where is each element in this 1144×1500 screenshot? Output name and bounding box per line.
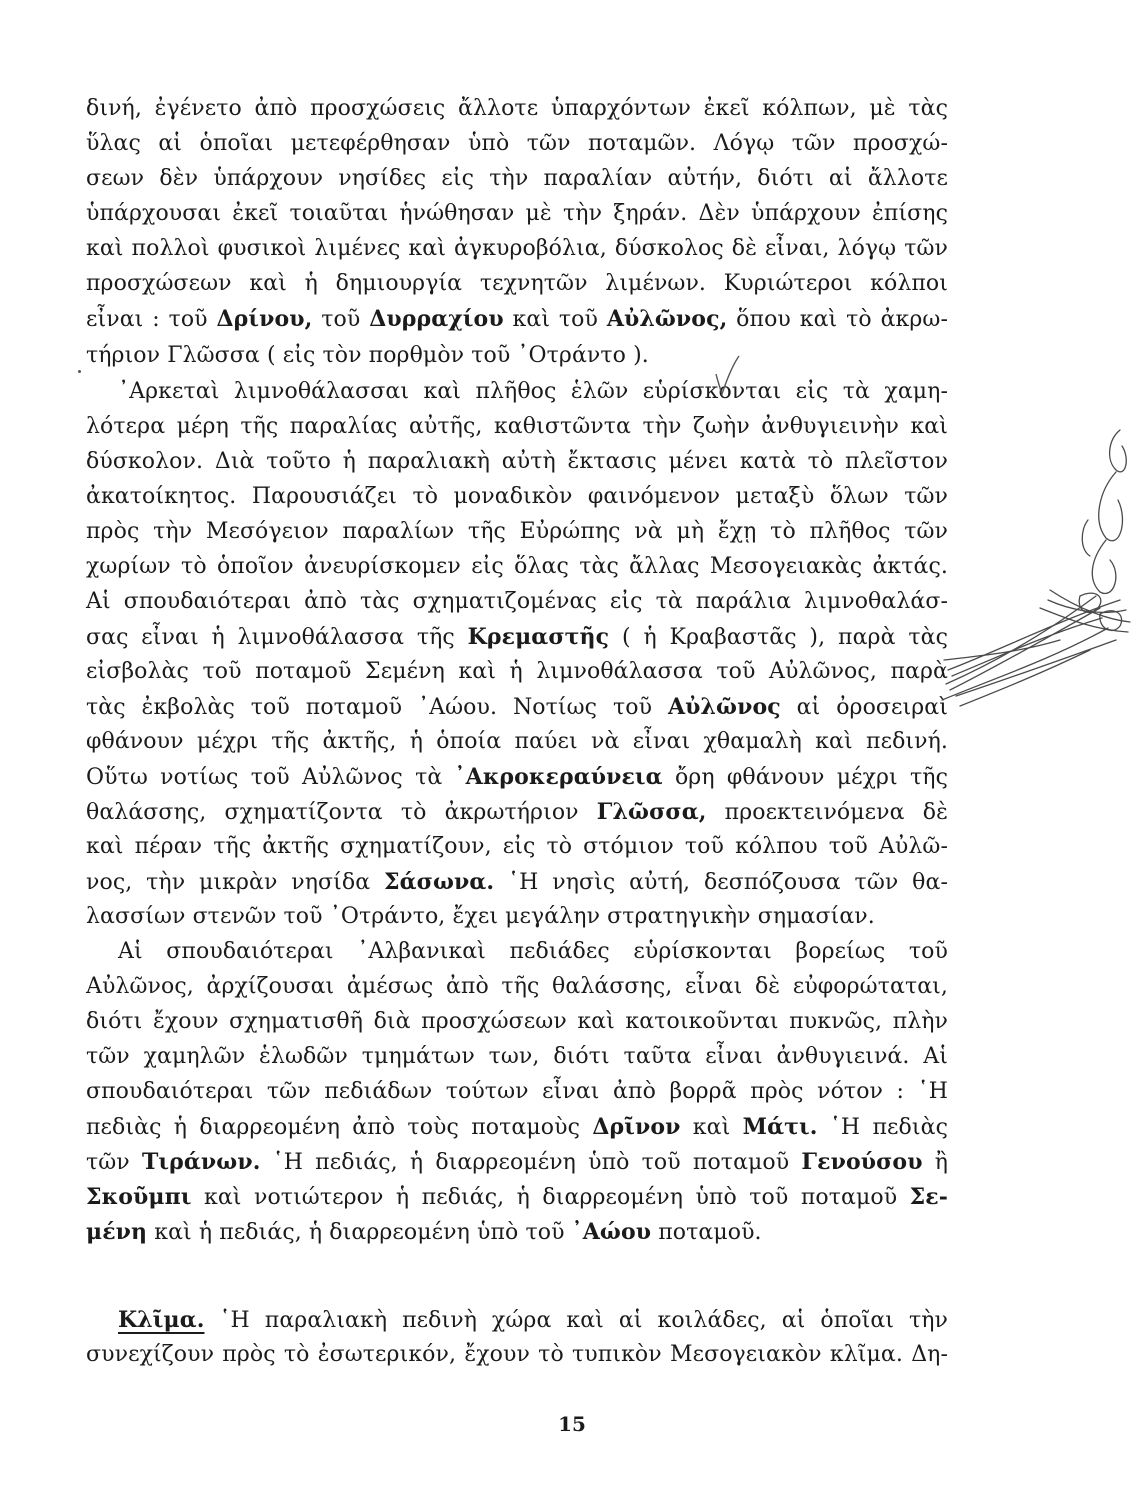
text-line: συνεχίζουν πρὸς τὸ ἐσωτερικόν, ἔχουν τὸ τυπικὸν Μεσογειακὸν κλῖμα. Δη- [86,1342,948,1367]
pencil-check-mark [712,352,742,398]
text-run: προεκτεινόμενα δὲ [706,800,948,825]
text-line: τήριον Γλῶσσα ( εἰς τὸν πορθμὸν τοῦ ᾿Οτράντο ). [86,343,649,368]
text-line: πρὸς τὴν Μεσόγειον παραλίων τῆς Εὐρώπης νὰ μὴ ἔχῃ τὸ πλῆθος τῶν [86,519,948,544]
text-run: ῾Η παραλιακὴ πεδινὴ χώρα καὶ αἱ κοιλάδες, αἱ ὁποῖαι τὴν [204,1308,948,1333]
text-line [86,1216,948,1250]
text-run: νος, τὴν μικρὰν νησίδα [86,870,384,895]
text-line [86,303,948,337]
text-run: ῾Η πεδιὰς [817,1115,949,1140]
place-name-drin-river: Δρῖνον [592,1114,681,1140]
text-line: καὶ πολλοὶ φυσικοὶ λιμένες καὶ ἀγκυροβόλια, δύσκολος δὲ εἶναι, λόγῳ τῶν [86,236,948,261]
text-line: δινή, ἐγένετο ἀπὸ προσχώσεις ἄλλοτε ὑπαρχόντων ἐκεῖ κόλπων, μὲ τὰς [86,96,948,121]
place-name-akrokeravnia: ᾿Ακροκεραύνεια [454,764,663,790]
text-line [86,621,948,655]
text-line [86,866,948,900]
place-name-sasona: Σάσωνα. [383,869,495,895]
section-heading-climate: Κλῖμα. [118,1307,205,1333]
text-line [86,761,948,795]
pencil-margin-scribble [930,360,1144,760]
place-name-glossa: Γλῶσσα, [596,799,707,825]
text-line: Αὐλῶνος, ἀρχίζουσαι ἀμέσως ἀπὸ τῆς θαλάσσης, εἶναι δὲ εὐφορώταται, [86,974,948,999]
text-run: Οὕτω νοτίως τοῦ Αὐλῶνος τὰ [86,765,455,790]
section-start-line [118,1304,948,1338]
text-run: ποταμοῦ. [651,1220,762,1245]
text-line: καὶ πέραν τῆς ἀκτῆς σχηματίζουν, εἰς τὸ στόμιον τοῦ κόλπου τοῦ Αὐλῶ- [86,834,948,859]
text-line: ὑπάρχουσαι ἐκεῖ τοιαῦται ἡνώθησαν μὲ τὴν ξηράν. Δὲν ὑπάρχουν ἐπίσης [86,201,948,226]
text-run: τῶν [86,1150,142,1175]
place-name-semeni-cont: μένη [86,1219,148,1245]
text-run: πεδιὰς ἡ διαρρεομένη ἀπὸ τοὺς ποταμοὺς [86,1115,593,1140]
text-run: τοῦ [312,307,370,332]
text-line [86,1146,948,1180]
text-run: καὶ τοῦ [503,307,607,332]
place-name-drin: Δρίνου, [216,306,313,332]
text-run: ῾Η νησὶς αὐτή, δεσπόζουσα τῶν θα- [494,870,948,895]
text-run: θαλάσσης, σχηματίζοντα τὸ ἀκρωτήριον [86,800,597,825]
text-line: λασσίων στενῶν τοῦ ᾿Οτράντο, ἔχει μεγάλην στρατηγικὴν σημασίαν. [86,904,875,929]
text-line: εἰσβολὰς τοῦ ποταμοῦ Σεμένη καὶ ἡ λιμνοθάλασσα τοῦ Αὐλῶνος, παρὰ [86,659,948,684]
text-run: ὄρη φθάνουν μέχρι τῆς [662,765,949,790]
text-line: τῶν χαμηλῶν ἑλωδῶν τμημάτων των, διότι ταῦτα εἶναι ἀνθυγιεινά. Αἱ [86,1044,948,1069]
place-name-shkumbin: Σκοῦμπι [86,1184,192,1210]
text-line: σπουδαιότεραι τῶν πεδιάδων τούτων εἶναι ἀπὸ βορρᾶ πρὸς νότον : ῾Η [86,1079,948,1104]
text-line: Αἱ σπουδαιότεραι ἀπὸ τὰς σχηματιζομένας εἰς τὰ παράλια λιμνοθαλάσ- [86,589,948,614]
text-run: εἶναι : τοῦ [86,307,217,332]
text-line: λότερα μέρη τῆς παραλίας αὐτῆς, καθιστῶντα τὴν ζωὴν ἀνθυγιεινὴν καὶ [86,414,948,439]
place-name-kremasti: Κρεμαστῆς [467,624,610,650]
place-name-vlore: Αὐλῶνος, [606,306,728,332]
text-run: αἱ ὀροσειραὶ [780,695,948,720]
place-name-genusus: Γενούσου [801,1149,923,1175]
paragraph-start-line: ᾿Αρκεταὶ λιμνοθάλασσαι καὶ πλῆθος ἑλῶν εὑρίσκονται εἰς τὰ χαμη- [118,379,948,404]
text-line: σεων δὲν ὑπάρχουν νησίδες εἰς τὴν παραλίαν αὐτήν, διότι αἱ ἄλλοτε [86,166,948,191]
text-line: προσχώσεων καὶ ἡ δημιουργία τεχνητῶν λιμένων. Κυριώτεροι κόλποι [86,271,948,296]
text-run: καὶ ἡ πεδιάς, ἡ διαρρεομένη ὑπὸ τοῦ [147,1220,572,1245]
text-line [86,1181,948,1215]
text-run: τὰς ἐκβολὰς τοῦ ποταμοῦ ᾿Αώου. Νοτίως τοῦ [86,695,668,720]
text-line: δύσκολον. Διὰ τοῦτο ἡ παραλιακὴ αὐτὴ ἔκτασις μένει κατὰ τὸ πλεῖστον [86,449,948,474]
text-line [86,796,948,830]
text-line: ὕλας αἱ ὁποῖαι μετεφέρθησαν ὑπὸ τῶν ποταμῶν. Λόγῳ τῶν προσχώ- [86,131,948,156]
place-name-durres: Δυρραχίου [369,306,504,332]
text-line: φθάνουν μέχρι τῆς ἀκτῆς, ἡ ὁποία παύει νὰ εἶναι χθαμαλὴ καὶ πεδινή. [86,729,948,754]
text-line [86,1111,948,1145]
place-name-aulon: Αὐλῶνος [667,694,781,720]
text-run: ( ἡ Κραβαστᾶς ), παρὰ τὰς [609,625,948,650]
text-line [86,691,948,725]
page-number: 15 [558,1412,586,1436]
place-name-tirana: Τιράνων. [141,1149,261,1175]
text-run: ἢ [922,1150,949,1175]
text-run: καὶ νοτιώτερον ἡ πεδιάς, ἡ διαρρεομένη ὑπὸ τοῦ ποταμοῦ [191,1185,910,1210]
text-run: ῾Η πεδιάς, ἡ διαρρεομένη ὑπὸ τοῦ ποταμοῦ [260,1150,802,1175]
text-line: ἀκατοίκητος. Παρουσιάζει τὸ μοναδικὸν φαινόμενον μεταξὺ ὅλων τῶν [86,484,948,509]
text-run: καὶ [680,1115,743,1140]
text-run: ὅπου καὶ τὸ ἀκρω- [727,307,948,332]
margin-dot [78,370,81,373]
place-name-aoos: ᾿Αώου [571,1219,652,1245]
text-run: σας εἶναι ἡ λιμνοθάλασσα τῆς [86,625,468,650]
paragraph-start-line: Αἱ σπουδαιότεραι ᾿Αλβανικαὶ πεδιάδες εὑρίσκονται βορείως τοῦ [118,939,948,964]
place-name-semeni: Σε- [909,1184,948,1210]
text-line: διότι ἔχουν σχηματισθῆ διὰ προσχώσεων καὶ κατοικοῦνται πυκνῶς, πλὴν [86,1009,948,1034]
place-name-mati: Μάτι. [742,1114,818,1140]
text-line: χωρίων τὸ ὁποῖον ἀνευρίσκομεν εἰς ὅλας τὰς ἄλλας Μεσογειακὰς ἀκτάς. [86,554,948,579]
